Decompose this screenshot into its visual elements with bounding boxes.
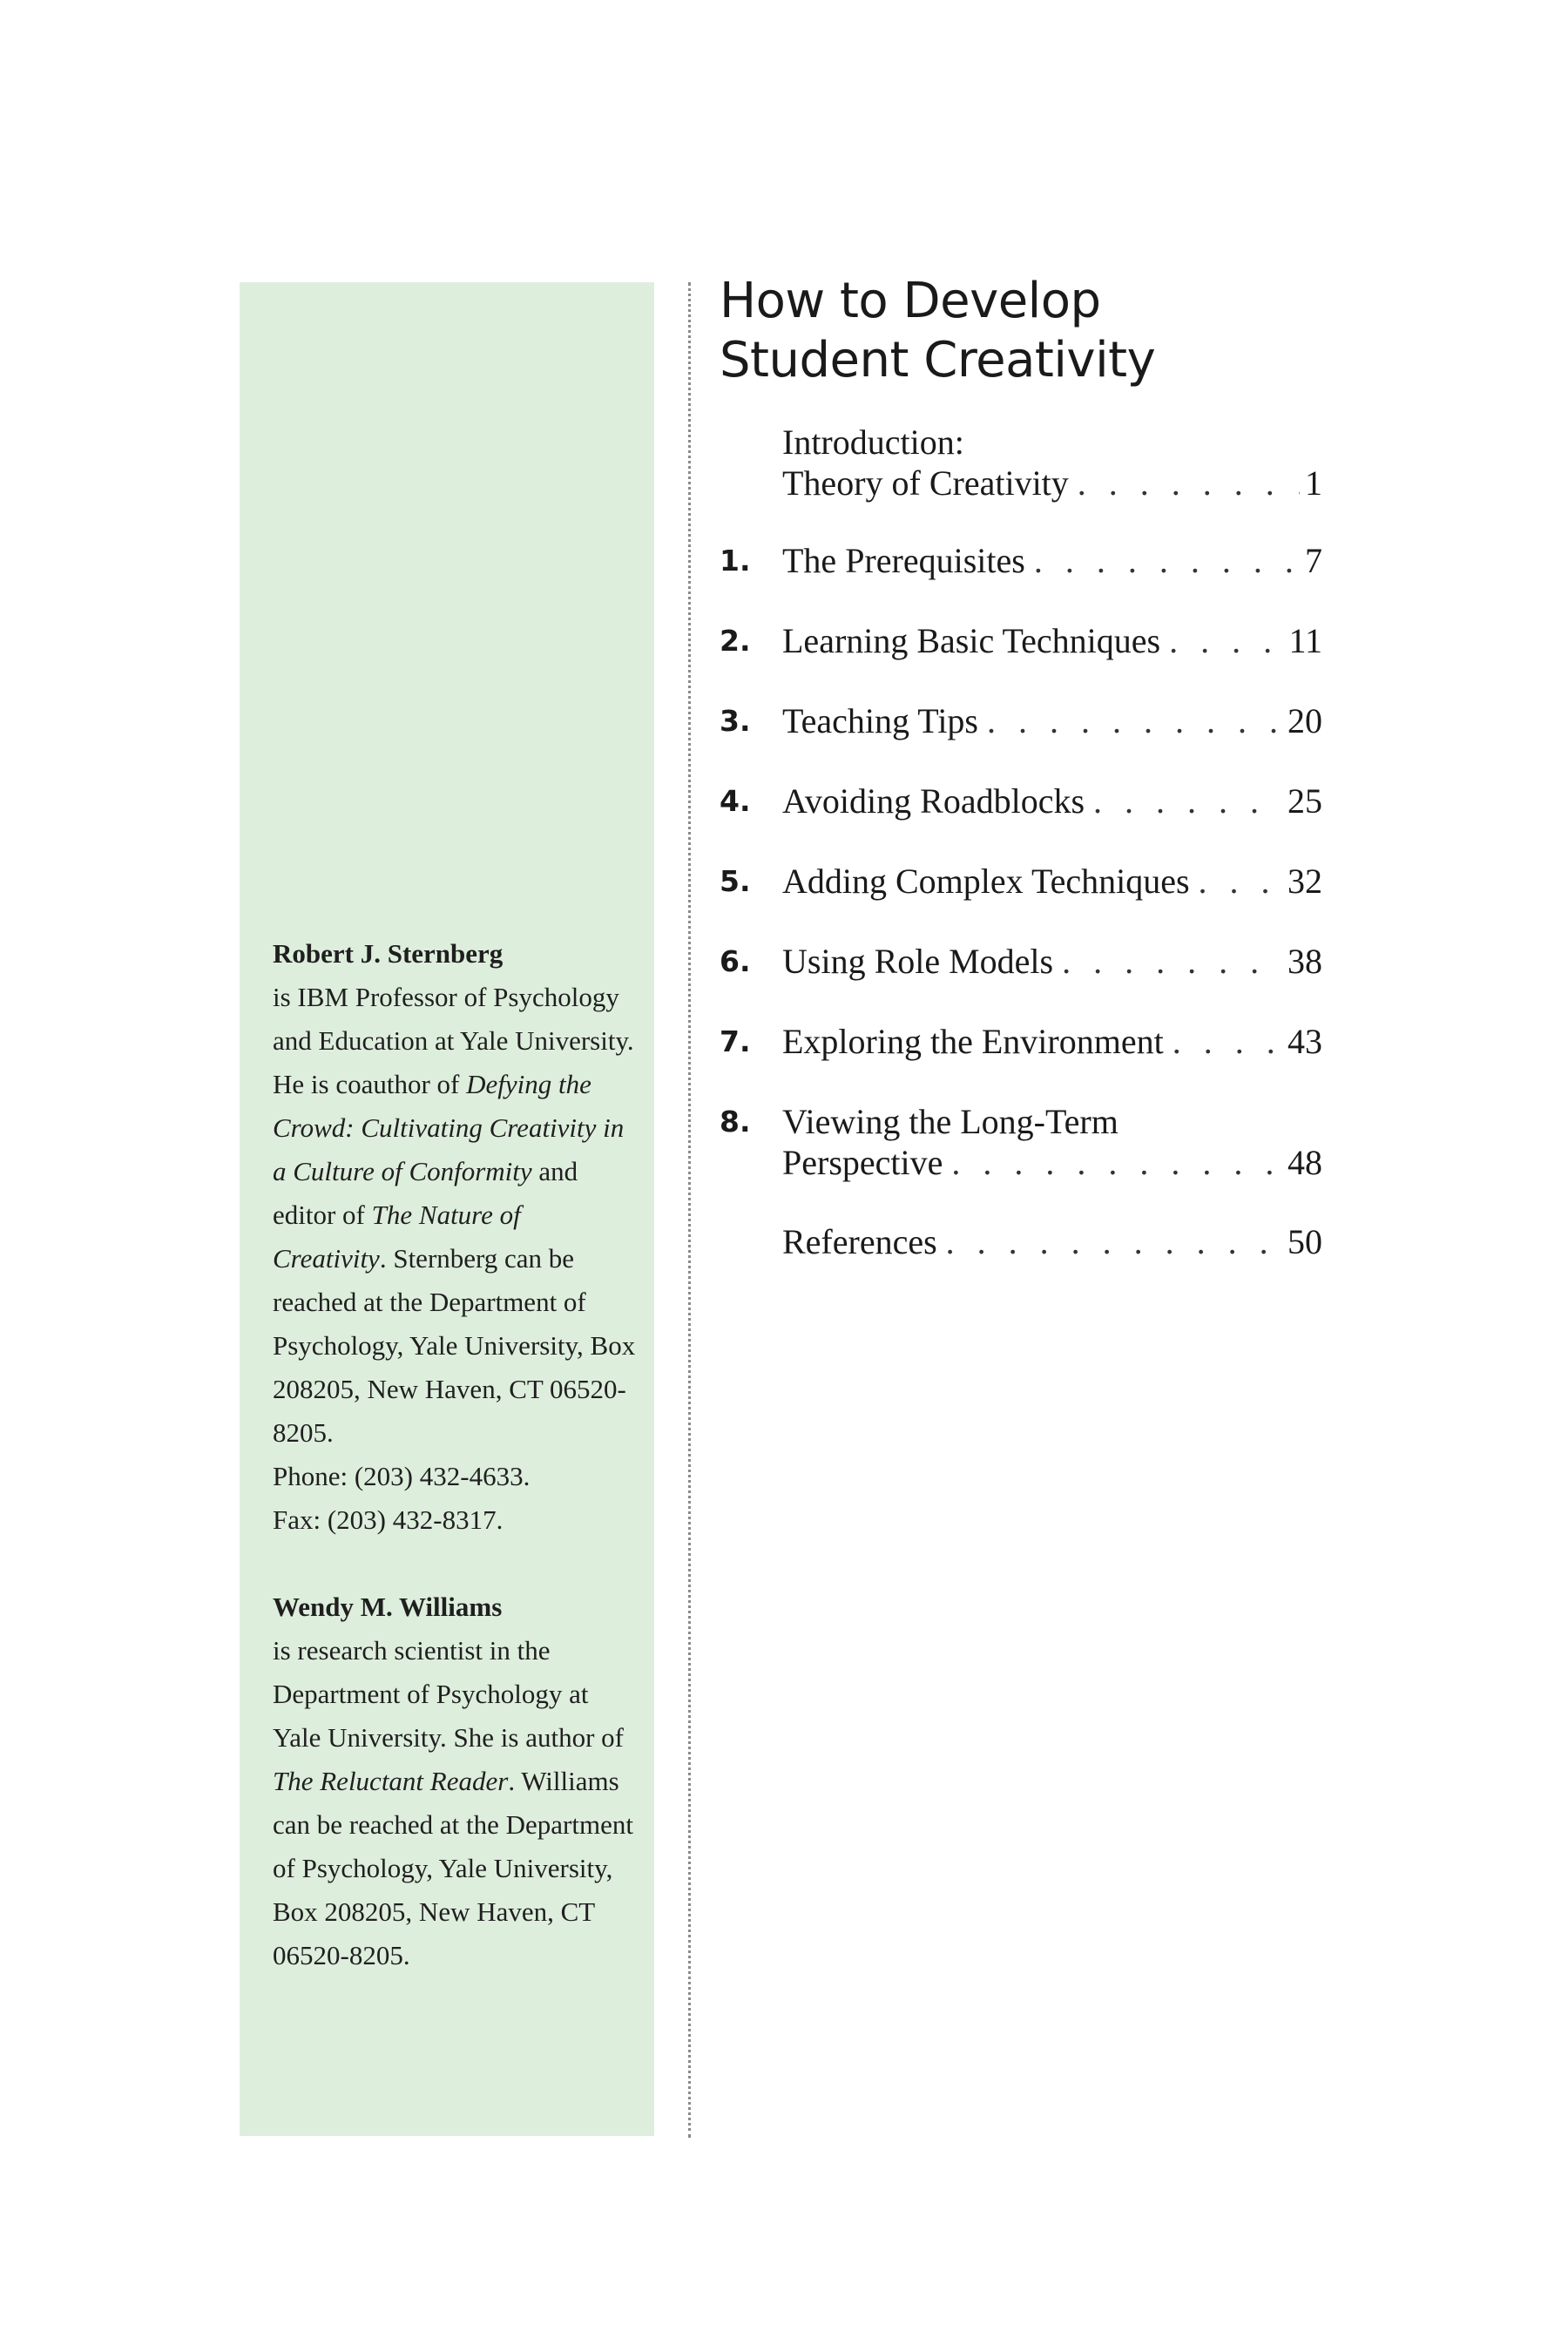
toc-leader-dots: [1053, 941, 1282, 982]
toc-page-number: 25: [1288, 781, 1322, 821]
toc-page-number: 7: [1305, 541, 1322, 580]
toc-entry-label: Teaching Tips: [782, 701, 978, 740]
book-title: The Reluctant Reader: [273, 1766, 509, 1796]
toc-page-number: 1: [1305, 463, 1322, 503]
toc-entry-label-line1: Viewing the Long-Term: [782, 1102, 1119, 1141]
toc-page-number: 32: [1288, 862, 1322, 901]
toc-leader-dots: [1164, 1021, 1282, 1062]
toc-chapter-number: 8.: [720, 1105, 751, 1139]
toc-page-number: 20: [1288, 701, 1322, 740]
toc-leader-dots: [1160, 620, 1283, 661]
toc-page-number: 43: [1288, 1022, 1322, 1061]
toc-entry-label: Learning Basic Techniques: [782, 621, 1161, 660]
toc-page-number: 48: [1288, 1143, 1322, 1182]
toc-entry-label: References: [782, 1222, 937, 1261]
toc-entry-label: Adding Complex Techniques: [782, 862, 1190, 901]
toc-entry-label: Perspective: [782, 1143, 943, 1182]
toc-page-number: 50: [1288, 1222, 1322, 1261]
book-title: The Nature of Creativity: [273, 1200, 521, 1274]
toc-entry-label: Theory of Creativity: [782, 463, 1069, 503]
toc-chapter-number: 3.: [720, 704, 751, 738]
author-fax: Fax: (203) 432-8317.: [273, 1504, 504, 1535]
toc-leader-dots: [943, 1142, 1282, 1183]
toc-entry-label-line1: Introduction:: [782, 422, 964, 462]
dotted-divider: [688, 282, 691, 2138]
author-bios: [273, 932, 639, 2021]
book-title: Defying the Crowd: Cultivating Creativity in a Culture of Conformity: [273, 1069, 625, 1186]
toc-chapter-number: 5.: [720, 864, 751, 898]
author-phone: Phone: (203) 432-4633.: [273, 1461, 531, 1491]
author-name: Wendy M. Williams: [273, 1592, 503, 1622]
toc-leader-dots: [1190, 861, 1282, 902]
toc-chapter-number: 2.: [720, 624, 751, 658]
toc-leader-dots: [978, 700, 1282, 741]
author-description: is IBM Professor of Psychology and Education at Yale University. He is coauthor of Defying the Crowd: Cultivating Creativity in a Culture of Conformity and editor of The Nature of Creativity. Sternberg can be reached at the Department of Psychology, Yale University, Box 208205, New Haven, CT 06520-8205.: [273, 982, 636, 1448]
toc-entry-label: The Prerequisites: [782, 541, 1025, 580]
toc-leader-dots: [1069, 463, 1300, 504]
toc-chapter-number: 4.: [720, 784, 751, 818]
toc-page-number: 11: [1288, 621, 1322, 660]
author-description: is research scientist in the Department of Psychology at Yale University. She is author of The Reluctant Reader. Williams can be reached at the Department of Psychology, Yale University, Box 208205, New Haven, CT 06520-8205.: [273, 1635, 633, 1970]
toc-leader-dots: [937, 1221, 1282, 1262]
toc-leader-dots: [1025, 540, 1300, 581]
toc-chapter-number: 6.: [720, 944, 751, 978]
toc-entry-label: Exploring the Environment: [782, 1022, 1164, 1061]
toc-leader-dots: [1085, 781, 1282, 821]
toc-entry-label: Avoiding Roadblocks: [782, 781, 1085, 821]
toc-page-number: 38: [1288, 942, 1322, 981]
toc-chapter-number: 7.: [720, 1024, 751, 1058]
author-sidebar: [240, 282, 654, 2136]
toc-entry-label: Using Role Models: [782, 942, 1054, 981]
page-title: How to Develop Student Creativity: [720, 273, 1156, 389]
author-name: Robert J. Sternberg: [273, 938, 504, 969]
author-bio-sternberg: [273, 932, 639, 1542]
toc-chapter-number: 1.: [720, 544, 751, 578]
author-bio-williams: [273, 1585, 639, 1977]
